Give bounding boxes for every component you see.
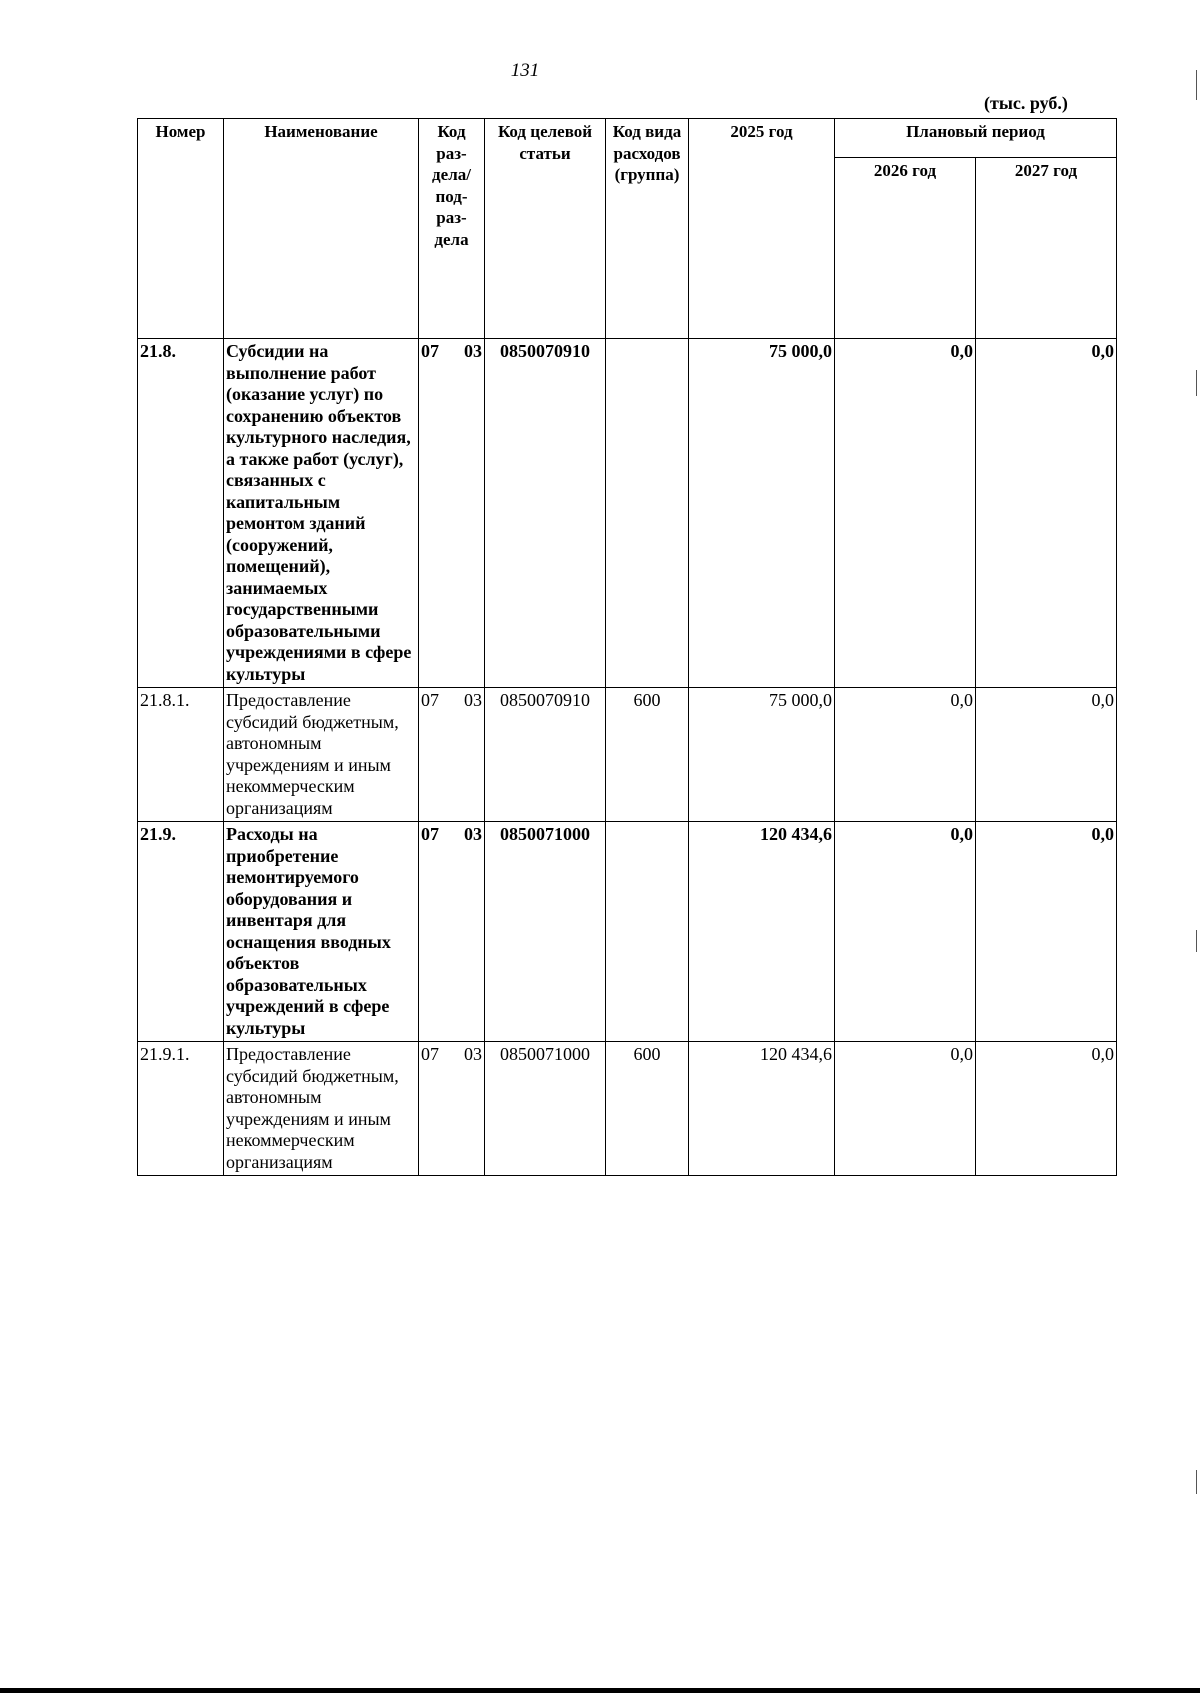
col-header-expense-kind: Код вида расходов (группа)	[606, 119, 689, 339]
col-header-target-code: Код целевой статьи	[485, 119, 606, 339]
row-amount-2027: 0,0	[976, 339, 1117, 688]
scan-edge-mark	[1196, 70, 1197, 100]
row-number: 21.8.1.	[138, 688, 224, 822]
row-section-code	[419, 1042, 485, 1176]
row-amount-2026: 0,0	[835, 1042, 976, 1176]
row-section-code	[419, 822, 485, 1042]
row-amount-2025: 75 000,0	[689, 688, 835, 822]
header-row	[138, 119, 1117, 158]
table-row	[138, 822, 1117, 1042]
scan-bottom-border	[0, 1688, 1200, 1693]
row-amount-2025: 120 434,6	[689, 822, 835, 1042]
col-header-2027: 2027 год	[976, 158, 1117, 339]
col-header-name: Наименование	[224, 119, 419, 339]
row-target-code: 0850071000	[485, 1042, 606, 1176]
row-amount-2026: 0,0	[835, 822, 976, 1042]
col-header-number: Номер	[138, 119, 224, 339]
col-header-planned-period: Плановый период	[835, 119, 1117, 158]
row-amount-2026: 0,0	[835, 339, 976, 688]
row-target-code: 0850070910	[485, 339, 606, 688]
row-amount-2027: 0,0	[976, 822, 1117, 1042]
row-name: Предоставление субсидий бюджетным, автономным учреждениям и иным некоммерческим организациям	[224, 1042, 419, 1176]
row-number: 21.8.	[138, 339, 224, 688]
row-amount-2027: 0,0	[976, 688, 1117, 822]
row-section-code	[419, 688, 485, 822]
row-expense-kind: 600	[606, 1042, 689, 1176]
row-amount-2025: 75 000,0	[689, 339, 835, 688]
row-target-code: 0850070910	[485, 688, 606, 822]
scan-edge-mark	[1196, 370, 1197, 396]
row-amount-2027: 0,0	[976, 1042, 1117, 1176]
row-name: Субсидии на выполнение работ (оказание услуг) по сохранению объектов культурного наследия, а также работ (услуг), связанных с капитальным ремонтом зданий (сооружений, помещений), занимаемых государственными образовательными учреждениями в сфере культуры	[224, 339, 419, 688]
col-header-2025: 2025 год	[689, 119, 835, 339]
units-label: (тыс. руб.)	[984, 93, 1068, 113]
budget-table	[137, 118, 1117, 1176]
col-header-section-code: Код раз-дела/ под-раз-дела	[419, 119, 485, 339]
row-target-code: 0850071000	[485, 822, 606, 1042]
row-section-code	[419, 339, 485, 688]
row-subsection: 03	[464, 690, 482, 710]
row-number: 21.9.	[138, 822, 224, 1042]
row-amount-2026: 0,0	[835, 688, 976, 822]
table-row	[138, 688, 1117, 822]
row-expense-kind	[606, 822, 689, 1042]
row-section: 07	[421, 341, 439, 361]
row-section: 07	[421, 824, 439, 844]
col-header-2026: 2026 год	[835, 158, 976, 339]
row-subsection: 03	[464, 341, 482, 361]
scan-edge-mark	[1196, 930, 1197, 952]
row-subsection: 03	[464, 824, 482, 844]
row-subsection: 03	[464, 1044, 482, 1064]
row-name: Предоставление субсидий бюджетным, автономным учреждениям и иным некоммерческим организациям	[224, 688, 419, 822]
table-row	[138, 339, 1117, 688]
table-row	[138, 1042, 1117, 1176]
row-expense-kind	[606, 339, 689, 688]
row-name: Расходы на приобретение немонтируемого оборудования и инвентаря для оснащения вводных объектов образовательных учреждений в сфере культуры	[224, 822, 419, 1042]
row-expense-kind: 600	[606, 688, 689, 822]
row-section: 07	[421, 1044, 439, 1064]
page-number: 131	[510, 60, 540, 81]
scan-edge-mark	[1196, 1470, 1197, 1494]
row-section: 07	[421, 690, 439, 710]
row-number: 21.9.1.	[138, 1042, 224, 1176]
row-amount-2025: 120 434,6	[689, 1042, 835, 1176]
